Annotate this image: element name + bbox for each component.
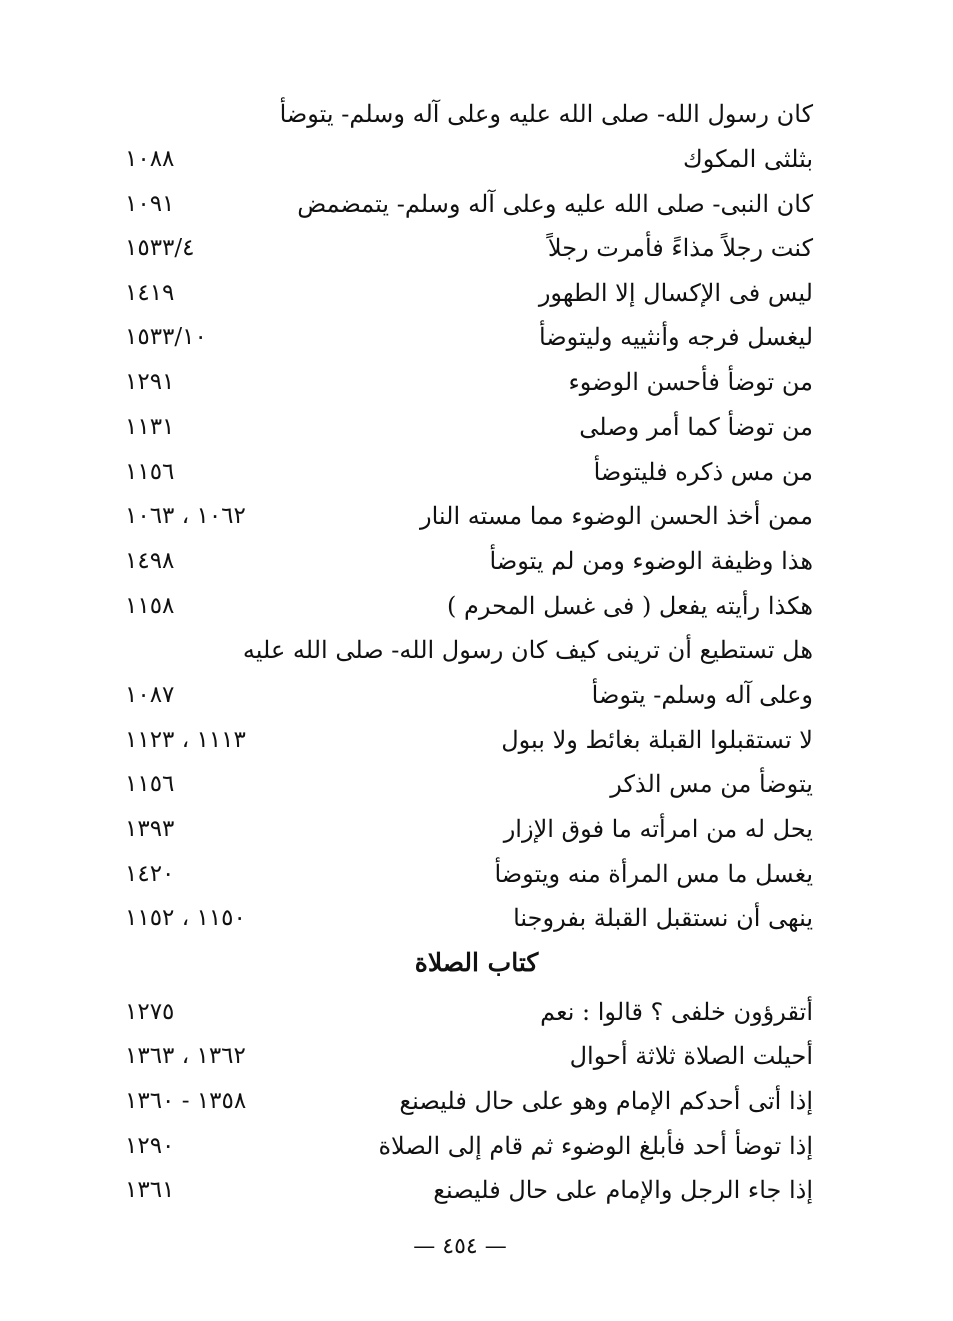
entry-reference: ١٣٩٣: [125, 816, 175, 842]
index-entry: [0, 92, 953, 136]
entry-reference: ١٣٦١: [125, 1177, 175, 1203]
index-entry: [0, 852, 953, 896]
entry-text: كان النبى- صلى الله عليه وعلى آله وسلم- يتمضمض: [297, 190, 813, 218]
index-entry: [0, 494, 953, 538]
entry-reference: ١٠٦٢ ، ١٠٦٣: [125, 503, 246, 529]
entry-text: من مس ذكره فليتوضأ: [593, 458, 813, 486]
entry-reference: ١٥٣٣/٤: [125, 235, 195, 261]
index-entry: [0, 896, 953, 940]
entry-reference: ١٤٩٨: [125, 548, 175, 574]
entry-reference: ١١٥٦: [125, 459, 175, 485]
index-entry: [0, 182, 953, 226]
entry-reference: ١٢٧٥: [125, 999, 175, 1025]
index-entry: [0, 405, 953, 449]
entry-reference: ١١١٣ ، ١١٢٣: [125, 727, 246, 753]
entry-reference: ١٠٩١: [125, 191, 175, 217]
entry-text: هكذا رأيته يفعل ( فى غسل المحرم ): [447, 592, 813, 620]
entry-text: يغسل ما مس المرأة منه ويتوضأ: [494, 860, 813, 888]
index-entry: [0, 360, 953, 404]
entry-text: أتقرؤون خلفى ؟ قالوا : نعم: [540, 998, 813, 1026]
index-entry: [0, 450, 953, 494]
entry-reference: ١١٥٦: [125, 771, 175, 797]
entry-text: إذا توضأ أحد فأبلغ الوضوء ثم قام إلى الصلاة: [378, 1132, 813, 1160]
index-entry: [0, 137, 953, 181]
index-entry: [0, 1034, 953, 1078]
entry-reference: ١٠٨٨: [125, 146, 175, 172]
index-entry: [0, 584, 953, 628]
index-entry: [0, 1079, 953, 1123]
entry-text: هل تستطيع أن ترينى كيف كان رسول الله- صلى الله عليه: [242, 636, 813, 664]
index-entry: [0, 718, 953, 762]
entry-text: إذا أتى أحدكم الإمام وهو على حال فليصنع: [399, 1087, 813, 1115]
page-number: — ٤٥٤ —: [413, 1234, 507, 1259]
index-entry: [0, 315, 953, 359]
index-entry: [0, 673, 953, 717]
entry-reference: ١٠٨٧: [125, 682, 175, 708]
index-entry: [0, 271, 953, 315]
index-entry: [0, 990, 953, 1034]
entry-text: ليغسل فرجه وأنثييه وليتوضأ: [538, 323, 813, 351]
index-entry: [0, 1124, 953, 1168]
entry-reference: ١٤٢٠: [125, 861, 175, 887]
index-entry: [0, 1168, 953, 1212]
entry-text: بثلثى المكوك: [682, 145, 813, 173]
entry-text: يحل له من امرأته ما فوق الإزار: [503, 815, 813, 843]
index-entry: [0, 628, 953, 672]
entry-reference: ١٣٦٢ ، ١٣٦٣: [125, 1043, 246, 1069]
entry-reference: ١١٥٠ ، ١١٥٢: [125, 905, 246, 931]
entry-text: وعلى آله وسلم- يتوضأ: [591, 681, 813, 709]
entry-text: كان رسول الله- صلى الله عليه وعلى آله وسلم- يتوضأ: [279, 100, 813, 128]
section-heading: كتاب الصلاة: [414, 948, 539, 977]
entry-reference: ١١٥٨: [125, 593, 175, 619]
entry-text: لا تستقبلوا القبلة بغائط ولا ببول: [501, 726, 813, 754]
entry-text: من توضأ كما أمر وصلى: [579, 413, 813, 441]
entry-text: ليس فى الإكسال إلا الطهور: [538, 279, 813, 307]
entry-reference: ١٣٥٨ - ١٣٦٠: [125, 1088, 247, 1114]
entry-reference: ١٢٩١: [125, 369, 175, 395]
index-entry: [0, 762, 953, 806]
entry-text: ينهى أن نستقبل القبلة بفروجنا: [513, 904, 813, 932]
entry-text: يتوضأ من مس الذكر: [610, 770, 813, 798]
index-entry: [0, 539, 953, 583]
entry-text: إذا جاء الرجل والإمام على حال فليصنع: [433, 1176, 813, 1204]
index-entry: [0, 226, 953, 270]
entry-text: من توضأ فأحسن الوضوء: [568, 368, 813, 396]
entry-text: أحيلت الصلاة ثلاثة أحوال: [569, 1042, 813, 1070]
entry-reference: ١٢٩٠: [125, 1133, 175, 1159]
index-entry: [0, 807, 953, 851]
entry-text: ممن أخذ الحسن الوضوء مما مسته النار: [419, 502, 813, 530]
entry-reference: ١١٣١: [125, 414, 175, 440]
entry-reference: ١٥٣٣/١٠: [125, 324, 207, 350]
entry-text: كنت رجلاً مذاءً فأمرت رجلاً: [547, 234, 813, 262]
entry-reference: ١٤١٩: [125, 280, 175, 306]
entry-text: هذا وظيفة الوضوء ومن لم يتوضأ: [489, 547, 813, 575]
